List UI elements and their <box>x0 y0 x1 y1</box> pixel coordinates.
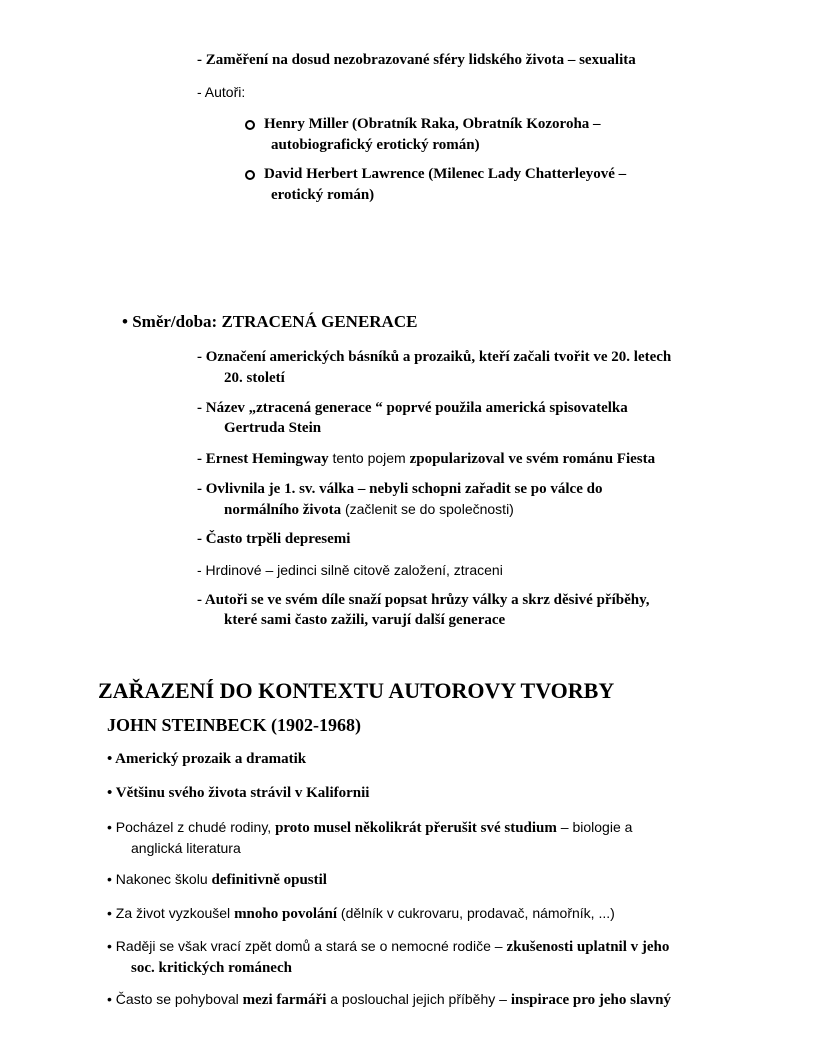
circle-bullet-icon <box>245 120 255 130</box>
b3-b: proto musel několikrát přerušit své studium <box>275 820 557 836</box>
author-lawrence-line1: David Herbert Lawrence (Milenec Lady Chatterleyové – <box>264 166 627 182</box>
lg-item-3-b: tento pojem <box>328 450 410 466</box>
author-subtitle: JOHN STEINBECK (1902-1968) <box>107 715 362 735</box>
b4-b: definitivně opustil <box>211 872 327 888</box>
circle-bullet-icon <box>245 170 255 180</box>
b7-b: mezi farmáři <box>242 992 327 1008</box>
context-title: ZAŘAZENÍ DO KONTEXTU AUTOROVY TVORBY <box>98 678 615 703</box>
lg-item-4-line2 <box>224 499 514 520</box>
lg-item-5: - Často trpěli depresemi <box>197 531 351 547</box>
line-authors-label: - Autoři: <box>197 84 246 100</box>
lg-item-4-c: (začlenit se do společnosti) <box>341 501 514 517</box>
steinbeck-bullet-4 <box>107 869 327 890</box>
steinbeck-bullet-1: • Americký prozaik a dramatik <box>107 751 307 767</box>
b3-c: – biologie a <box>556 819 633 835</box>
lost-generation-heading: • Směr/doba: ZTRACENÁ GENERACE <box>122 312 418 331</box>
steinbeck-bullet-3-line2: anglická literatura <box>131 840 241 856</box>
lg-item-3-a: - Ernest Hemingway <box>197 451 329 467</box>
b4-a: • Nakonec školu <box>107 871 212 887</box>
lg-item-2-line2: Gertruda Stein <box>224 420 322 436</box>
lg-item-3 <box>197 448 655 469</box>
b6-b: zkušenosti uplatnil v jeho <box>506 939 670 955</box>
b6-a: • Raději se však vrací zpět domů a stará se o nemocné rodiče – <box>107 938 507 954</box>
steinbeck-bullet-2: • Většinu svého života strávil v Kalifornii <box>107 785 370 801</box>
author-miller-line2: autobiografický erotický román) <box>271 137 480 153</box>
lg-item-7-line2: které sami často zažili, varují další generace <box>224 612 506 628</box>
b5-a: • Za život vyzkoušel <box>107 905 235 921</box>
b5-c: (dělník v cukrovaru, prodavač, námořník, ...) <box>337 905 615 921</box>
steinbeck-bullet-5 <box>107 903 615 924</box>
line-focus-sexuality: - Zaměření na dosud nezobrazované sféry lidského života – sexualita <box>197 52 636 68</box>
author-lawrence-line2: erotický román) <box>271 187 375 203</box>
steinbeck-bullet-6-line1 <box>107 936 669 957</box>
lg-item-2-line1: - Název „ztracená generace “ poprvé použila americká spisovatelka <box>197 400 628 416</box>
b3-a: • Pocházel z chudé rodiny, <box>107 819 276 835</box>
b5-b: mnoho povolání <box>234 906 338 922</box>
steinbeck-bullet-7 <box>107 989 671 1010</box>
b7-c: a poslouchal jejich příběhy – <box>326 991 511 1007</box>
steinbeck-bullet-3-line1 <box>107 817 632 838</box>
author-miller-line1: Henry Miller (Obratník Raka, Obratník Kozoroha – <box>264 116 601 132</box>
lg-item-3-c: zpopularizoval ve svém románu Fiesta <box>409 451 656 467</box>
steinbeck-bullet-6-line2: soc. kritických románech <box>131 960 292 976</box>
lg-item-4-line1: - Ovlivnila je 1. sv. válka – nebyli schopni zařadit se po válce do <box>197 481 603 497</box>
b7-a: • Často se pohyboval <box>107 991 243 1007</box>
lg-item-1-line1: - Označení amerických básníků a prozaiků, kteří začali tvořit ve 20. letech <box>197 349 672 365</box>
lg-item-6: - Hrdinové – jedinci silně citově založení, ztraceni <box>197 562 503 578</box>
lg-item-7-line1: - Autoři se ve svém díle snaží popsat hrůzy války a skrz děsivé příběhy, <box>197 592 650 608</box>
lg-item-4-b: normálního života <box>224 502 342 518</box>
b7-d: inspirace pro jeho slavný <box>510 992 671 1008</box>
lg-item-1-line2: 20. století <box>224 370 285 386</box>
